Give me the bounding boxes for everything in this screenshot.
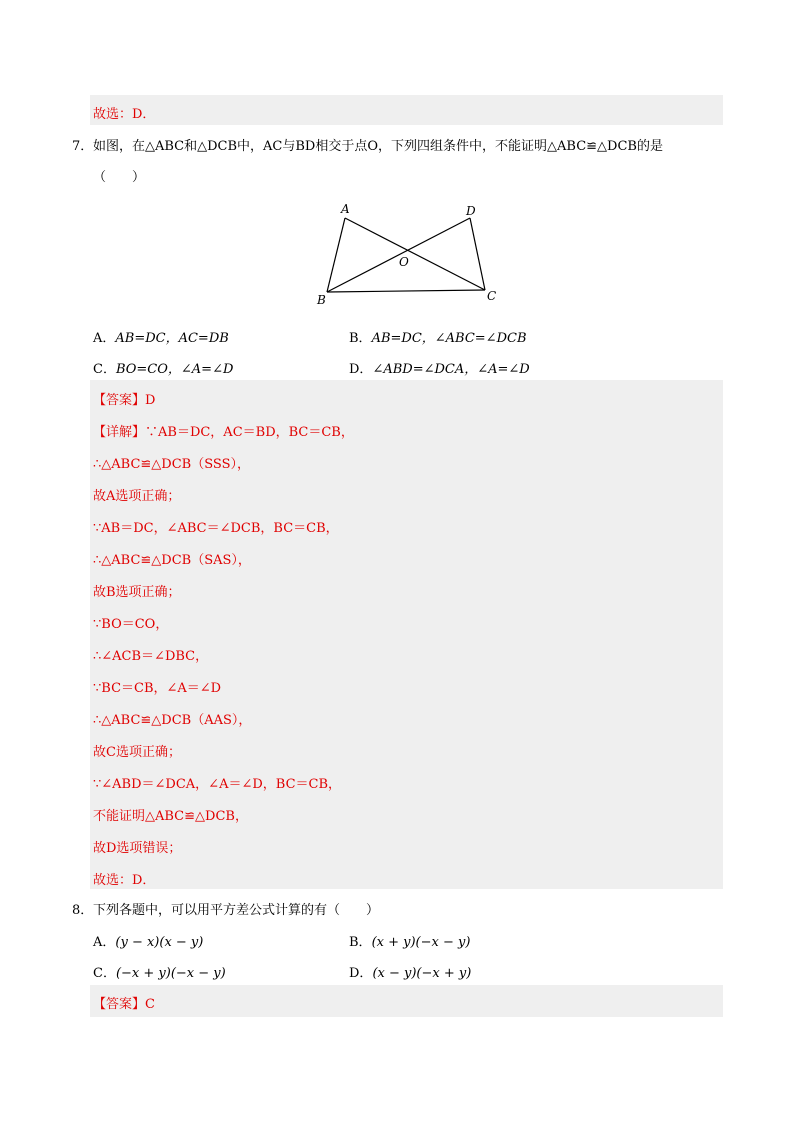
- label-C: C: [487, 289, 497, 303]
- q7-option-d-text: ∠ABD=∠DCA，∠A=∠D: [372, 362, 530, 377]
- q8-option-b: [349, 931, 470, 950]
- q7-stem: 如图，在△ABC和△DCB中，AC与BD相交于点O，下列四组条件中，不能证明△ABC≌△DCB的是: [93, 139, 663, 154]
- q8-option-a-letter: A．: [93, 935, 116, 950]
- q7-option-b-letter: B．: [349, 331, 372, 346]
- detail-line: ∴△ABC≌△DCB（SAS），: [93, 553, 251, 568]
- detail-line: 不能证明△ABC≌△DCB，: [93, 809, 248, 824]
- detail-line: 故A选项正确；: [93, 489, 181, 504]
- q8-option-d: [349, 962, 471, 981]
- q8-answer: 【答案】C: [93, 997, 155, 1012]
- q8-option-c: [93, 962, 226, 981]
- q8-option-d-text: (x − y)(−x + y): [372, 966, 472, 981]
- detail-line: 【详解】∵AB＝DC，AC＝BD，BC＝CB，: [93, 425, 354, 440]
- q7-option-c: [93, 358, 233, 377]
- detail-line: ∴△ABC≌△DCB（SSS），: [93, 457, 250, 472]
- detail-line: 故C选项正确；: [93, 745, 181, 760]
- prev-answer-text: 故选：D．: [93, 107, 156, 122]
- q8-option-d-letter: D．: [349, 966, 373, 981]
- q8-stem: 下列各题中，可以用平方差公式计算的有（ ）: [93, 903, 380, 918]
- q7-answer: 【答案】D: [93, 393, 156, 408]
- segment-DC: [470, 218, 485, 290]
- q7-option-d-letter: D．: [349, 362, 373, 377]
- label-B: B: [317, 293, 326, 307]
- detail-line: ∵AB＝DC，∠ABC＝∠DCB，BC＝CB，: [93, 521, 339, 536]
- q7-paren: （ ）: [93, 170, 146, 185]
- segment-AB: [327, 218, 345, 292]
- q7-option-a-text: AB=DC，AC=DB: [115, 331, 229, 346]
- detail-line: 故D选项错误；: [93, 841, 182, 856]
- label-D: D: [466, 204, 476, 218]
- q8-option-a: [93, 931, 203, 950]
- q7-number: 7．: [72, 139, 94, 154]
- q7-option-b: [349, 327, 527, 346]
- q7-option-d: [349, 358, 530, 377]
- segment-AC: [345, 218, 485, 290]
- q8-option-b-letter: B．: [349, 935, 372, 950]
- q8-option-c-text: (−x + y)(−x − y): [115, 966, 226, 981]
- prev-answer-block: [90, 95, 723, 125]
- detail-line: ∴△ABC≌△DCB（AAS），: [93, 713, 252, 728]
- label-A: A: [341, 202, 350, 216]
- q7-figure: [310, 196, 510, 311]
- detail-line: ∵BO＝CO，: [93, 617, 169, 632]
- q7-option-b-text: AB=DC，∠ABC=∠DCB: [371, 331, 527, 346]
- segment-BC: [327, 290, 485, 292]
- q7-option-c-text: BO=CO，∠A=∠D: [115, 362, 234, 377]
- detail-line: 故选：D．: [93, 873, 156, 888]
- q8-answer-block: [90, 985, 723, 1017]
- q7-option-a: [93, 327, 229, 346]
- q8-number: 8．: [72, 903, 94, 918]
- detail-line: ∴∠ACB＝∠DBC，: [93, 649, 209, 664]
- label-O: O: [399, 255, 409, 269]
- q8-option-a-text: (y − x)(x − y): [115, 935, 204, 950]
- q7-option-a-letter: A．: [93, 331, 116, 346]
- q7-option-c-letter: C．: [93, 362, 116, 377]
- detail-line: 故B选项正确；: [93, 585, 181, 600]
- q8-option-b-text: (x + y)(−x − y): [371, 935, 471, 950]
- detail-line: ∵BC＝CB，∠A＝∠D: [93, 681, 222, 696]
- detail-line: ∵∠ABD＝∠DCA，∠A＝∠D，BC＝CB，: [93, 777, 342, 792]
- q8-option-c-letter: C．: [93, 966, 116, 981]
